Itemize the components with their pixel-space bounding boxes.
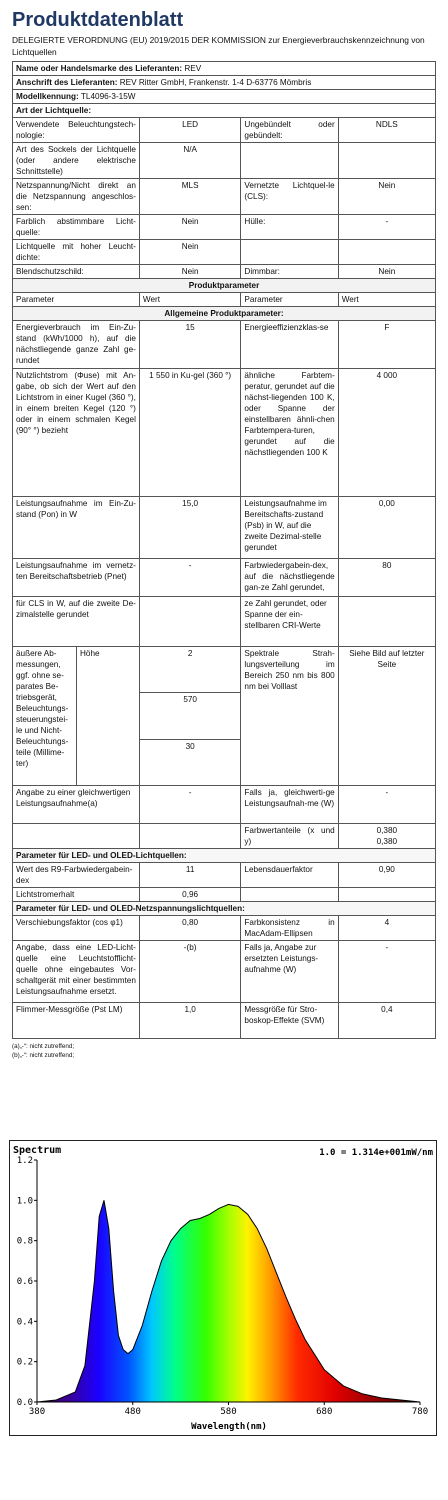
param-label: Blendschutzschild: — [13, 265, 140, 279]
param-value — [139, 597, 241, 647]
table-row — [13, 916, 436, 941]
param-value: LED — [139, 118, 241, 143]
model-value: TL4096-3-15W — [80, 92, 136, 101]
param-value: 15,0 — [139, 497, 241, 559]
param-label — [241, 143, 338, 179]
param-label: ze Zahl gerundet, oder Spanne der ein-stellbaren CRI-Werte — [241, 597, 338, 647]
param-value: 15 — [139, 321, 241, 369]
param-value: 0,00 — [338, 497, 435, 559]
footnote: (b)„-“: nicht zutreffend; — [12, 1052, 75, 1059]
y-tick-label: 1.0 — [16, 1196, 33, 1207]
dimension-value-width: 570 — [139, 693, 241, 739]
param-value: F — [338, 321, 435, 369]
footnotes — [12, 1042, 436, 1060]
dimensions-label: äußere Ab-messungen, ggf. ohne se-parates Be-triebsgerät, Beleuchtungs-steuerungstei-le und Nicht-Beleuchtungs-teile (Millime-ter) — [13, 647, 77, 785]
param-label: Lebensdauerfaktor — [241, 863, 338, 888]
table-row — [13, 888, 436, 902]
param-value: 0,80 — [139, 916, 241, 941]
param-value: - — [139, 559, 241, 597]
param-value — [338, 240, 435, 265]
datasheet — [12, 0, 436, 1060]
param-value: 4 000 — [338, 369, 435, 497]
mains-params-heading: Parameter für LED- und OLED-Netzspannungslichtquellen: — [13, 902, 436, 916]
spectrum-chart — [9, 1140, 437, 1436]
datasheet-table — [12, 61, 436, 1039]
param-label: Farbwiedergabein-dex, auf die nächstliegende gan-ze Zahl gerundet, — [241, 559, 338, 597]
table-row — [13, 240, 436, 265]
param-value: 0,96 — [139, 888, 241, 902]
param-value: - — [139, 786, 241, 824]
param-value: 0,90 — [338, 863, 435, 888]
param-value: - — [338, 215, 435, 240]
table-row — [13, 786, 436, 824]
column-header: Wert — [338, 293, 435, 307]
table-row — [13, 1003, 436, 1039]
column-header: Parameter — [13, 293, 140, 307]
table-row — [13, 118, 436, 143]
table-row — [13, 179, 436, 215]
general-params-heading: Allgemeine Produktparameter: — [13, 307, 436, 321]
model-row — [13, 90, 436, 104]
supplier-value: REV — [184, 64, 202, 73]
dimension-value-height: 2 — [139, 647, 241, 693]
param-label: Hülle: — [241, 215, 338, 240]
param-label: Leistungsaufnahme im Bereitschafts-zustand (Psb) in W, auf die zweite Dezimal-stelle gerundet — [241, 497, 338, 559]
param-value: 0,380 0,380 — [338, 824, 435, 849]
param-value: Siehe Bild auf letzter Seite — [338, 647, 435, 786]
y-tick-label: 0.4 — [16, 1317, 33, 1328]
y-tick-label: 1.2 — [16, 1156, 33, 1166]
column-header: Wert — [139, 293, 241, 307]
column-header: Parameter — [241, 293, 338, 307]
param-label: Verwendete Beleuchtungstech-nologie: — [13, 118, 140, 143]
param-label: Vernetzte Lichtquel-le (CLS): — [241, 179, 338, 215]
param-label: Angabe zu einer gleichwertigen Leistungsaufnahme(a) — [13, 786, 140, 824]
param-label: Netzspannung/Nicht direkt an die Netzspannung angeschlos-sen: — [13, 179, 140, 215]
table-row — [13, 265, 436, 279]
regulation-text: DELEGIERTE VERORDNUNG (EU) 2019/2015 DER KOMMISSION zur Energieverbrauchskennzeichnung von Lichtquellen — [12, 35, 425, 57]
param-value: Nein — [139, 215, 241, 240]
param-label: Art des Sockels der Lichtquelle (oder andere elektrische Schnittstelle) — [13, 143, 140, 179]
table-row — [13, 863, 436, 888]
product-params-heading: Produktparameter — [13, 279, 436, 293]
chart-annotation: 1.0 = 1.314e+001mW/nm — [319, 1148, 433, 1158]
param-value — [338, 143, 435, 179]
param-label: Leistungsaufnahme im vernetz-ten Bereitschaftsbetrieb (Pnet) — [13, 559, 140, 597]
param-label: Leistungsaufnahme im Ein-Zu-stand (Pon) in W — [13, 497, 140, 559]
param-label: Farbkonsistenz in MacAdam-Ellipsen — [241, 916, 338, 941]
param-value: NDLS — [338, 118, 435, 143]
param-value: 11 — [139, 863, 241, 888]
param-label: Flimmer-Messgröße (Pst LM) — [13, 1003, 140, 1039]
param-label: Angabe, dass eine LED-Licht-quelle eine Leuchtstofflicht-quelle ohne eingebautes Vor-schaltgerät mit einer bestimmten Leistungsaufnahme ersetzt. — [13, 941, 140, 1003]
led-params-heading: Parameter für LED- und OLED-Lichtquellen: — [13, 849, 436, 863]
dimension-value-depth: 30 — [139, 739, 241, 785]
y-tick-label: 0.2 — [16, 1357, 33, 1368]
param-label: Nutzlichtstrom (Φuse) mit An-gabe, ob sich der Wert auf den Lichtstrom in einer Kugel (360 °), in einem breiten Kegel (120 °) oder in einem schmalen Kegel (90° °) bezieht — [13, 369, 140, 497]
param-label — [241, 240, 338, 265]
param-value: 1 550 in Ku-gel (360 °) — [139, 369, 241, 497]
table-row — [13, 647, 436, 693]
table-row — [13, 215, 436, 240]
table-row — [13, 497, 436, 559]
param-value: N/A — [139, 143, 241, 179]
x-tick-label: 680 — [316, 1407, 333, 1417]
supplier-label: Name oder Handelsmarke des Lieferanten: — [16, 64, 183, 73]
y-tick-label: 0.0 — [16, 1398, 33, 1408]
address-value: REV Ritter GmbH, Frankenstr. 1-4 D-63776 Mömbris — [119, 78, 312, 87]
param-value: Nein — [139, 240, 241, 265]
param-label — [241, 888, 338, 902]
param-value: 4 — [338, 916, 435, 941]
dimension-name-height: Höhe — [80, 649, 100, 658]
param-value: - — [338, 786, 435, 824]
y-tick-label: 0.8 — [16, 1236, 33, 1247]
param-label: Spektrale Strah-lungsverteilung im Bereich 250 nm bis 800 nm bei Volllast — [241, 647, 338, 786]
param-value: MLS — [139, 179, 241, 215]
param-label: für CLS in W, auf die zweite De-zimalstelle gerundet — [13, 597, 140, 647]
param-label: Farblich abstimmbare Licht-quelle: — [13, 215, 140, 240]
y-tick-label: 0.6 — [16, 1277, 33, 1287]
param-value: Nein — [139, 265, 241, 279]
param-label: Energieeffizienzklas-se — [241, 321, 338, 369]
table-row — [13, 143, 436, 179]
table-row — [13, 941, 436, 1003]
param-label: Farbwertanteile (x und y) — [241, 824, 338, 849]
x-axis-label: Wavelength(nm) — [191, 1422, 267, 1432]
param-value: Nein — [338, 179, 435, 215]
supplier-row — [13, 62, 436, 76]
table-row — [13, 559, 436, 597]
chart-title: Spectrum — [13, 1145, 62, 1156]
param-value — [338, 888, 435, 902]
x-tick-label: 580 — [220, 1407, 237, 1417]
model-label: Modellkennung: — [16, 92, 79, 101]
param-value: - — [338, 941, 435, 1003]
param-label: ähnliche Farbtem-peratur, gerundet auf die nächst-liegenden 100 K, oder Spanne der einstellbaren ähnli-chen Farbtempera-turen, gerundet auf die nächstliegenden 100 K — [241, 369, 338, 497]
page-title: Produktdatenblatt — [12, 9, 184, 31]
table-row — [13, 369, 436, 497]
param-value: 1,0 — [139, 1003, 241, 1039]
param-label: Messgröße für Stro-boskop-Effekte (SVM) — [241, 1003, 338, 1039]
param-label: Lichtstromerhalt — [13, 888, 140, 902]
column-header-row — [13, 293, 436, 307]
x-tick-label: 480 — [124, 1407, 141, 1417]
table-row — [13, 597, 436, 647]
param-label: Dimmbar: — [241, 265, 338, 279]
param-value — [338, 597, 435, 647]
param-value: Nein — [338, 265, 435, 279]
param-value: 80 — [338, 559, 435, 597]
param-label: Energieverbrauch im Ein-Zu-stand (kWh/1000 h), auf die nächstliegende ganze Zahl ge-rundet — [13, 321, 140, 369]
light-source-heading: Art der Lichtquelle: — [13, 104, 436, 118]
param-label: Ungebündelt oder gebündelt: — [241, 118, 338, 143]
param-label: Falls ja, gleichwerti-ge Leistungsaufnah-me (W) — [241, 786, 338, 824]
x-tick-label: 780 — [411, 1407, 429, 1417]
x-tick-label: 380 — [28, 1407, 46, 1417]
param-value: 0,4 — [338, 1003, 435, 1039]
table-row — [13, 321, 436, 369]
footnote: (a)„-“: nicht zutreffend; — [12, 1043, 75, 1050]
param-value: -(b) — [139, 941, 241, 1003]
param-label: Verschiebungsfaktor (cos φ1) — [13, 916, 140, 941]
param-label: Falls ja, Angabe zur ersetzten Leistungs-aufnahme (W) — [241, 941, 338, 1003]
param-label: Lichtquelle mit hoher Leucht-dichte: — [13, 240, 140, 265]
table-row — [13, 824, 436, 849]
address-row — [13, 76, 436, 90]
address-label: Anschrift des Lieferanten: — [16, 78, 118, 87]
param-label: Wert des R9-Farbwiedergabein-dex — [13, 863, 140, 888]
